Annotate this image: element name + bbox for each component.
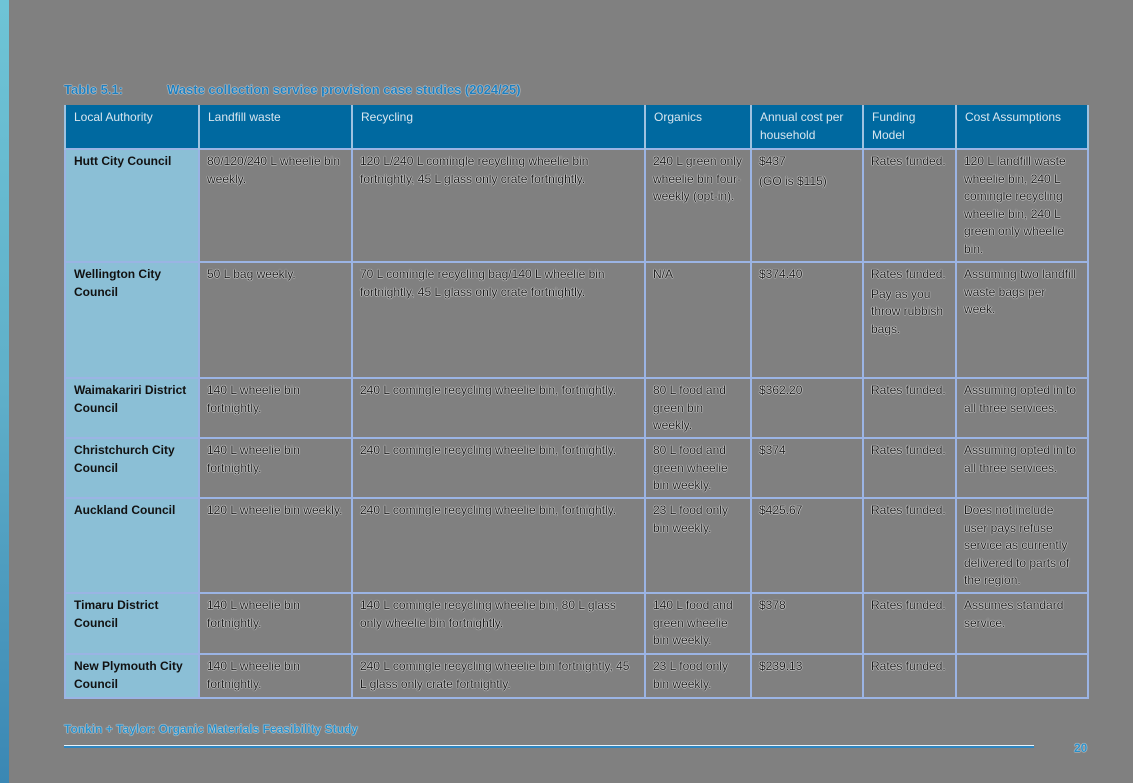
footer-divider	[64, 745, 1034, 748]
cell-recycling: 240 L comingle recycling wheelie bin, fortnightly.	[352, 438, 645, 498]
table-row	[65, 378, 1088, 438]
cell-cost: $425.67	[751, 498, 863, 593]
cell-recycling: 70 L comingle recycling bag/140 L wheelie bin fortnightly, 45 L glass only crate fortnightly.	[352, 262, 645, 378]
cell-authority: Wellington City Council	[65, 262, 199, 378]
table-row	[65, 438, 1088, 498]
table-row	[65, 593, 1088, 654]
cell-funding: Rates funded.	[863, 378, 956, 438]
cell-recycling: 120 L/240 L comingle recycling wheelie bin fortnightly, 45 L glass only crate fortnightly.	[352, 149, 645, 262]
cell-funding: Rates funded.	[863, 498, 956, 593]
cell-landfill: 120 L wheelie bin weekly.	[199, 498, 352, 593]
cell-cost: $239.13	[751, 654, 863, 698]
cell-authority: New Plymouth City Council	[65, 654, 199, 698]
cell-recycling: 140 L comingle recycling wheelie bin, 80 L glass only wheelie bin fortnightly.	[352, 593, 645, 654]
cell-assumptions: Assuming opted in to all three services.	[956, 438, 1088, 498]
waste-collection-table	[64, 105, 1089, 699]
cell-organics: 140 L food and green wheelie bin weekly.	[645, 593, 751, 654]
header-annual-cost: Annual cost per household	[751, 105, 863, 149]
cell-assumptions	[956, 654, 1088, 698]
cell-landfill: 140 L wheelie bin fortnightly.	[199, 654, 352, 698]
cell-organics: N/A	[645, 262, 751, 378]
header-organics: Organics	[645, 105, 751, 149]
funding-value: Rates funded.	[871, 267, 946, 281]
cell-cost: $374	[751, 438, 863, 498]
table-row	[65, 262, 1088, 378]
cell-organics: 240 L green only wheelie bin four-weekly (opt-in).	[645, 149, 751, 262]
header-local-authority: Local Authority	[65, 105, 199, 149]
table-caption-number: Table 5.1:	[64, 82, 124, 97]
cell-authority: Waimakariri District Council	[65, 378, 199, 438]
cell-funding: Rates funded.	[863, 438, 956, 498]
table-caption-title: Waste collection service provision case studies (2024/25)	[167, 82, 521, 97]
header-recycling: Recycling	[352, 105, 645, 149]
cell-organics: 80 L food and green bin weekly.	[645, 378, 751, 438]
cost-note: (GO is $115)	[759, 173, 827, 188]
cell-cost: $374.40	[751, 262, 863, 378]
cost-value: $437	[759, 154, 786, 168]
cell-landfill: 140 L wheelie bin fortnightly.	[199, 378, 352, 438]
cell-recycling: 240 L comingle recycling wheelie bin, fortnightly.	[352, 498, 645, 593]
table-row	[65, 498, 1088, 593]
cell-assumptions: Assuming two landfill waste bags per week.	[956, 262, 1088, 378]
page-number: 20	[1074, 741, 1088, 755]
table-header-row	[65, 105, 1088, 149]
cell-landfill: 80/120/240 L wheelie bin weekly.	[199, 149, 352, 262]
footer-document-title: Tonkin + Taylor: Organic Materials Feasibility Study	[64, 722, 358, 736]
cell-organics: 23 L food only bin weekly.	[645, 654, 751, 698]
cell-landfill: 140 L wheelie bin fortnightly.	[199, 593, 352, 654]
header-funding-model: Funding Model	[863, 105, 956, 149]
cell-organics: 80 L food and green wheelie bin weekly.	[645, 438, 751, 498]
cell-authority: Hutt City Council	[65, 149, 199, 262]
cell-assumptions: Does not include user pays refuse service as currently delivered to parts of the region.	[956, 498, 1088, 593]
cell-recycling: 240 L comingle recycling wheelie bin fortnightly, 45 L glass only crate fortnightly.	[352, 654, 645, 698]
cell-authority: Auckland Council	[65, 498, 199, 593]
table-row	[65, 149, 1088, 262]
cell-cost	[751, 149, 863, 262]
header-cost-assumptions: Cost Assumptions	[956, 105, 1088, 149]
table-caption	[64, 82, 521, 100]
cell-landfill: 50 L bag weekly.	[199, 262, 352, 378]
page-edge-accent-bar	[0, 0, 9, 783]
cell-funding: Rates funded.	[863, 149, 956, 262]
cell-landfill: 140 L wheelie bin fortnightly.	[199, 438, 352, 498]
cell-organics: 23 L food only bin weekly.	[645, 498, 751, 593]
header-landfill-waste: Landfill waste	[199, 105, 352, 149]
cell-recycling: 240 L comingle recycling wheelie bin, fortnightly.	[352, 378, 645, 438]
cell-funding: Rates funded.	[863, 654, 956, 698]
table-row	[65, 654, 1088, 698]
cell-assumptions: Assumes standard service.	[956, 593, 1088, 654]
cell-assumptions: 120 L landfill waste wheelie bin, 240 L comingle recycling wheelie bin, 240 L green only wheelie bin.	[956, 149, 1088, 262]
cell-funding	[863, 262, 956, 378]
cell-funding: Rates funded.	[863, 593, 956, 654]
cell-authority: Timaru District Council	[65, 593, 199, 654]
funding-note: Pay as you throw rubbish bags.	[871, 286, 944, 336]
cell-assumptions: Assuming opted in to all three services.	[956, 378, 1088, 438]
cell-authority: Christchurch City Council	[65, 438, 199, 498]
cell-cost: $378	[751, 593, 863, 654]
cell-cost: $362.20	[751, 378, 863, 438]
